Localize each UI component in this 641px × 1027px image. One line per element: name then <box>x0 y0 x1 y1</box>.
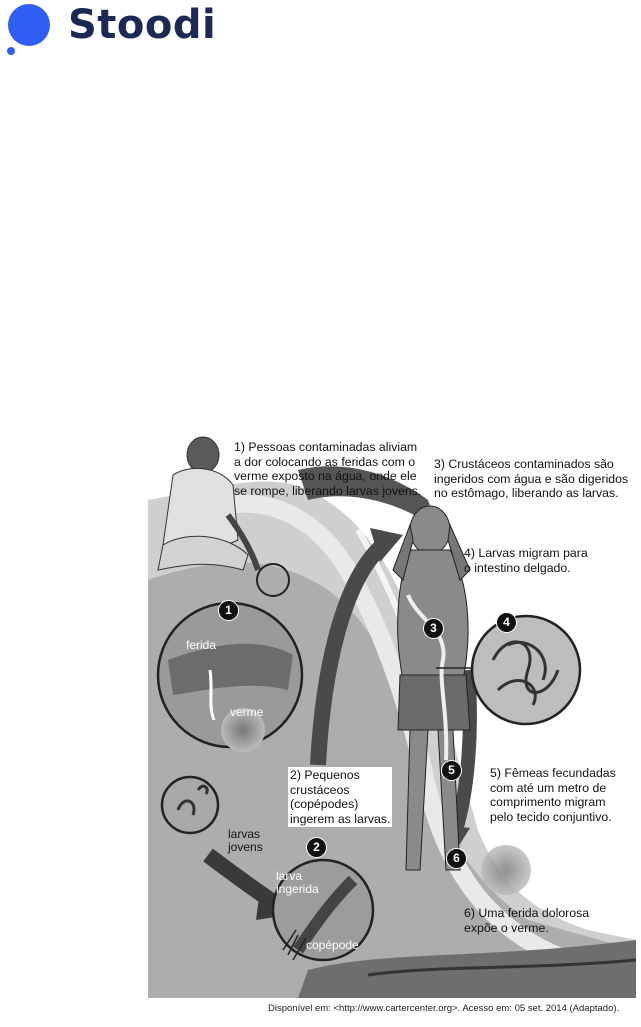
caption-step-3: 3) Crustáceos contaminados são ingeridos com água e são digeridos no estômago, liberando as larvas. <box>434 457 629 500</box>
caption-step-6: 6) Uma ferida dolorosa expõe o verme. <box>464 906 590 935</box>
step-number-4: 4 <box>496 612 517 633</box>
guinea-worm-life-cycle-figure <box>148 430 636 998</box>
label-larva-ingerida: larva ingerida <box>276 869 319 896</box>
caption-step-5: 5) Fêmeas fecundadas com até um metro de comprimento migram pelo tecido conjuntivo. <box>490 766 616 824</box>
caption-step-4: 4) Larvas migram para o intestino delgado. <box>464 546 588 575</box>
label-copepode: copépode <box>306 938 359 952</box>
brand-logo <box>0 0 220 62</box>
label-larvas-jovens: larvas jovens <box>228 827 263 854</box>
source-citation: Disponível em: <http://www.cartercenter.org>. Acesso em: 05 set. 2014 (Adaptado). <box>268 1003 620 1014</box>
label-ferida: ferida <box>186 638 217 652</box>
step-number-3: 3 <box>423 618 444 639</box>
step-number-6: 6 <box>446 848 467 869</box>
step-number-1: 1 <box>218 600 239 621</box>
caption-step-1: 1) Pessoas contaminadas aliviam a dor colocando as feridas com o verme exposto na água, onde ele se rompe, liberando larvas jovens. <box>234 440 422 498</box>
step-number-2: 2 <box>306 837 327 858</box>
label-verme: verme <box>230 705 264 719</box>
caption-step-2: 2) Pequenos crustáceos (copépodes) ingerem as larvas. <box>290 768 391 826</box>
brand-name: Stoodi <box>68 2 217 48</box>
step-number-5: 5 <box>441 760 462 781</box>
chat-bubble-icon <box>2 3 54 55</box>
